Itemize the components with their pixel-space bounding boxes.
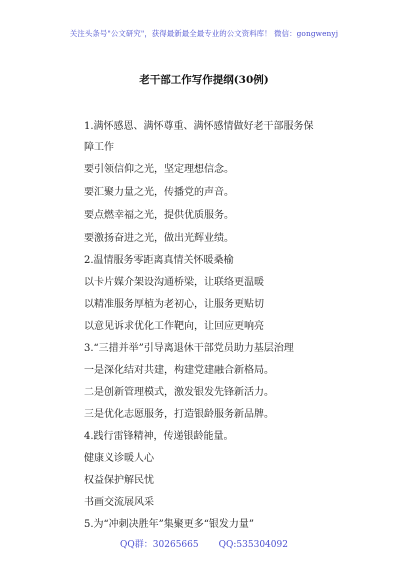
body-line: 健康义诊暖人心 bbox=[84, 453, 154, 464]
qq-number-text: QQ:535304092 bbox=[218, 540, 288, 550]
body-line: 障工作 bbox=[84, 142, 114, 153]
body-line: 书画交流展风采 bbox=[84, 497, 154, 508]
body-line: 5.为“冲刺决胜年”集聚更多“银发力量” bbox=[84, 519, 254, 530]
qq-group-text: QQ群：30265665 bbox=[120, 540, 199, 550]
document-body bbox=[84, 120, 334, 531]
body-line: 2.温情服务零距离真情关怀暖桑榆 bbox=[84, 255, 234, 266]
body-line: 权益保护解民忧 bbox=[84, 475, 154, 486]
body-line: 三是优化志愿服务，打造银龄服务新品牌。 bbox=[84, 409, 274, 420]
body-line: 要激扬奋进之光，做出光辉业绩。 bbox=[84, 233, 234, 244]
body-line: 要汇聚力量之光，传播党的声音。 bbox=[84, 187, 234, 198]
body-line: 要引领信仰之光，坚定理想信念。 bbox=[84, 164, 234, 175]
body-line: 以精准服务厚植为老初心，让服务更贴切 bbox=[84, 299, 264, 310]
footer-contact bbox=[0, 537, 408, 550]
body-line: 一是深化结对共建，构建党建融合新格局。 bbox=[84, 365, 274, 376]
body-line: 4.践行雷锋精神，传递银龄能量。 bbox=[84, 431, 234, 442]
body-line: 1.满怀感恩、满怀尊重、满怀感情做好老干部服务保 bbox=[84, 121, 314, 132]
document-title: 老干部工作写作提纲(30例) bbox=[139, 74, 269, 86]
body-line: 3.“三措并举”引导离退休干部党员助力基层治理 bbox=[84, 343, 294, 354]
body-line: 以卡片媒介架设沟通桥梁，让联络更温暖 bbox=[84, 277, 264, 288]
body-line: 以意见诉求优化工作靶向，让回应更响亮 bbox=[84, 321, 264, 332]
header-promo-text: 关注头条号"公文研究"，获得最新最全最专业的公文资料库！ 微信：gongwenyj bbox=[69, 29, 339, 38]
body-line: 要点燃幸福之光，提供优质服务。 bbox=[84, 210, 234, 221]
body-line: 二是创新管理模式，激发银发先锋新活力。 bbox=[84, 387, 274, 398]
